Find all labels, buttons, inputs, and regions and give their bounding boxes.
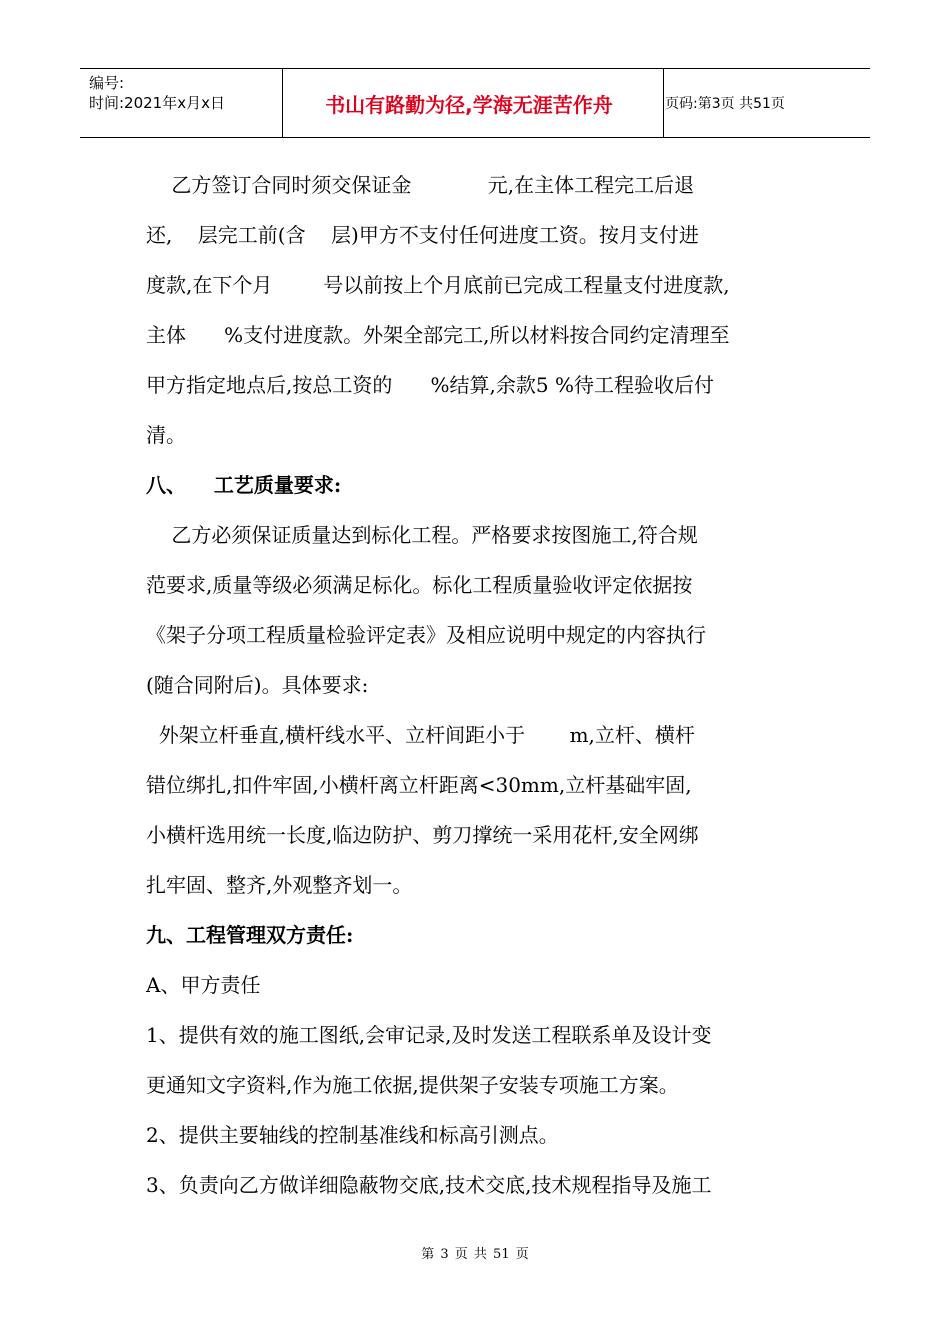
date-label: 时间:2021年x月x日 <box>89 94 225 112</box>
text-line: 甲方指定地点后,按总工资的 %结算,余款5 %待工程验收后付 <box>146 373 714 397</box>
text-line: 更通知文字资料,作为施工依据,提供架子安装专项施工方案。 <box>146 1073 679 1097</box>
text-line: 度款,在下个月 号以前按上个月底前已完成工程量支付进度款, <box>146 273 730 297</box>
text-line: 范要求,质量等级必须满足标化。标化工程质量验收评定依据按 <box>146 573 693 597</box>
text-line: 清。 <box>146 423 186 447</box>
document-body <box>146 160 826 1210</box>
header-page-info: 页码:第3页 共51页 <box>665 96 785 112</box>
text-line: 主体 %支付进度款。外架全部完工,所以材料按合同约定清理至 <box>146 323 730 347</box>
page-footer: 第 3 页 共 51 页 <box>421 1247 529 1262</box>
text-line: 乙方必须保证质量达到标化工程。严格要求按图施工,符合规 <box>146 523 698 547</box>
text-line: 3、负责向乙方做详细隐蔽物交底,技术交底,技术规程指导及施工 <box>146 1173 712 1197</box>
section-heading: 九、工程管理双方责任: <box>146 923 354 947</box>
text-line: 1、提供有效的施工图纸,会审记录,及时发送工程联系单及设计变 <box>146 1023 712 1047</box>
text-line: 扎牢固、整齐,外观整齐划一。 <box>146 873 413 897</box>
text-line: 2、提供主要轴线的控制基准线和标高引测点。 <box>146 1123 559 1147</box>
header-motto: 书山有路勤为径,学海无涯苦作舟 <box>325 92 613 117</box>
section-heading: 八、 工艺质量要求: <box>146 473 342 497</box>
text-line: 乙方签订合同时须交保证金 元,在主体工程完工后退 <box>146 173 695 197</box>
text-line: 还, 层完工前(含 层)甲方不支付任何进度工资。按月支付进 <box>146 223 699 247</box>
text-line: 外架立杆垂直,横杆线水平、立杆间距小于 m,立杆、横杆 <box>146 723 695 747</box>
text-line: 《架子分项工程质量检验评定表》及相应说明中规定的内容执行 <box>146 623 706 647</box>
text-line: 小横杆选用统一长度,临边防护、剪刀撑统一采用花杆,安全网绑 <box>146 823 699 847</box>
number-label: 编号: <box>89 74 125 92</box>
text-line: A、甲方责任 <box>146 973 261 997</box>
page-header <box>80 68 870 138</box>
header-meta <box>89 73 279 113</box>
text-line: (随合同附后)。具体要求: <box>146 673 369 697</box>
text-line: 错位绑扎,扣件牢固,小横杆离立杆距离<30mm,立杆基础牢固, <box>146 773 692 797</box>
